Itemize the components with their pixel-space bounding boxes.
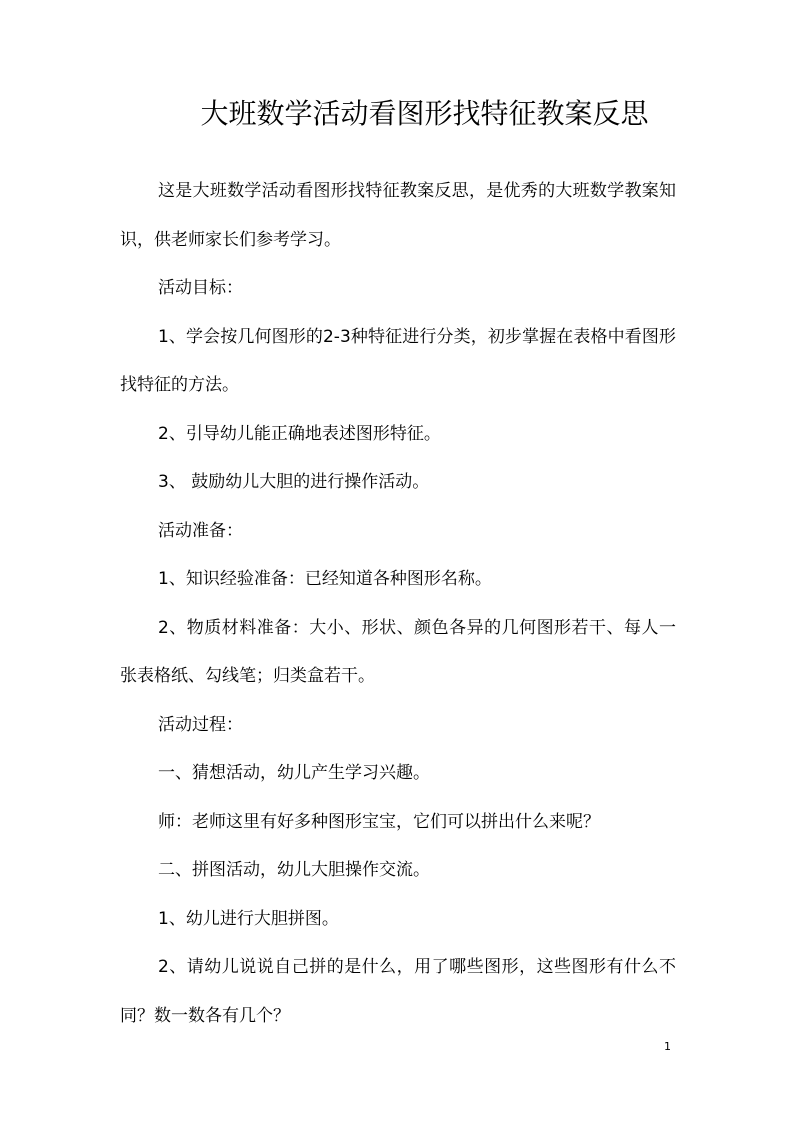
document-title: 大班数学活动看图形找特征教案反思: [200, 97, 649, 130]
paragraph-puzzle-1: 1、幼儿进行大胆拼图。: [158, 908, 339, 929]
paragraph-goal-2: 2、引导幼儿能正确地表述图形特征。: [158, 423, 441, 444]
paragraph-intro: 这是大班数学活动看图形找特征教案反思，是优秀的大班数学教案知识，供老师家长们参考学习。: [120, 181, 676, 250]
paragraph-process-step-1: 一、猜想活动，幼儿产生学习兴趣。: [158, 763, 430, 783]
paragraph-goal-1: 1、学会按几何图形的2-3种特征进行分类，初步掌握在表格中看图形找特征的方法。: [120, 326, 676, 395]
heading-activity-goals: 活动目标：: [158, 278, 243, 298]
paragraph-goal-3: 3、 鼓励幼儿大胆的进行操作活动。: [158, 472, 430, 492]
document-body: [120, 167, 676, 1040]
heading-activity-process: 活动过程：: [158, 714, 243, 735]
paragraph-preparation-1: 1、知识经验准备：已经知道各种图形名称。: [158, 569, 492, 589]
paragraph-preparation-2: 2、物质材料准备：大小、形状、颜色各异的几何图形若干、每人一张表格纸、勾线笔；归类盒若干。: [120, 617, 676, 686]
paragraph-process-step-2: 二、拼图活动，幼儿大胆操作交流。: [158, 860, 430, 880]
page-number: 1: [664, 1040, 671, 1053]
paragraph-teacher-question: 师：老师这里有好多种图形宝宝，它们可以拼出什么来呢？: [158, 811, 600, 832]
heading-activity-preparation: 活动准备：: [158, 520, 243, 541]
paragraph-puzzle-2: 2、请幼儿说说自己拼的是什么，用了哪些图形，这些图形有什么不同？数一数各有几个？: [120, 957, 676, 1026]
